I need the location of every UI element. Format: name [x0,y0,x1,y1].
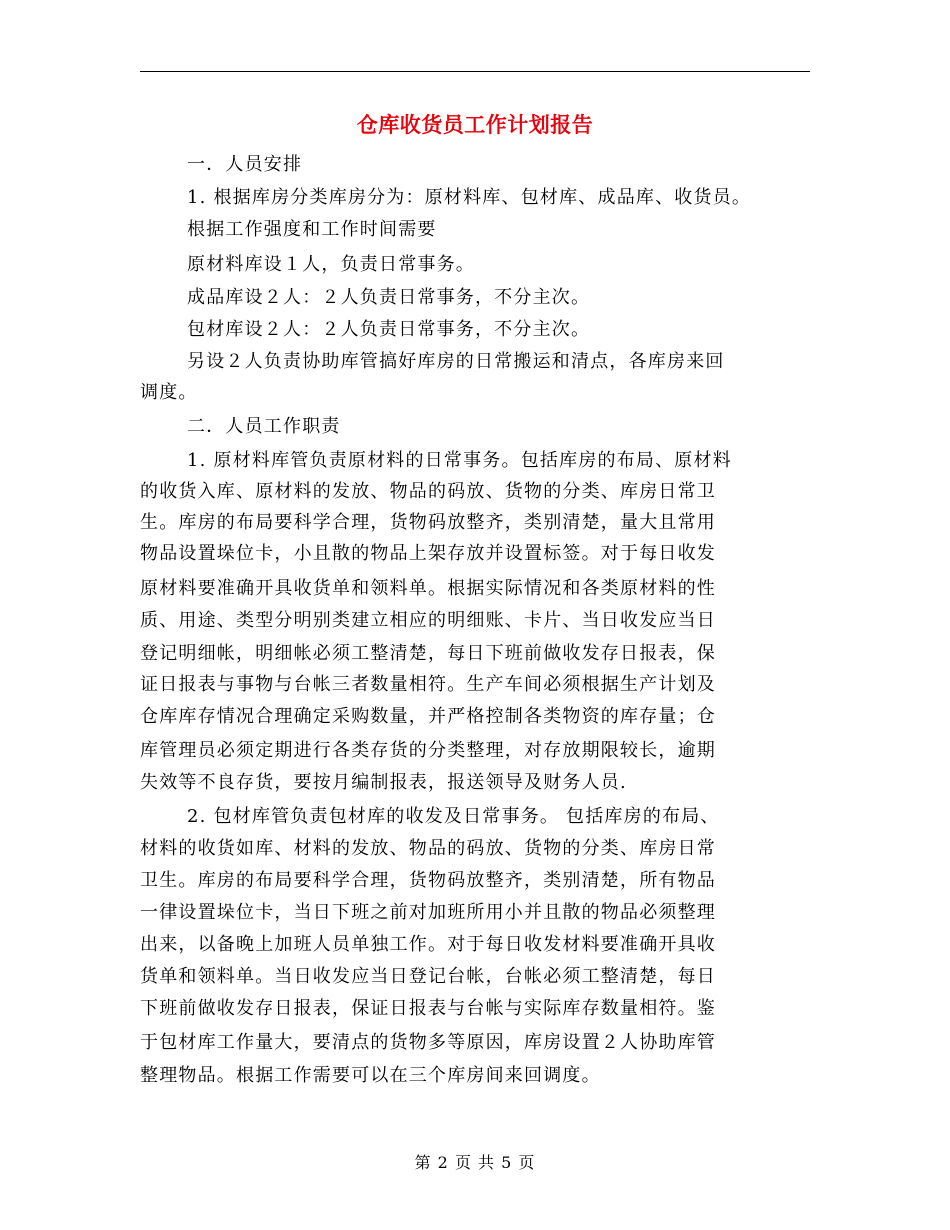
paragraph-line: 1. 根据库房分类库房分为：原材料库、包材库、成品库、收货员。 [187,187,752,208]
paragraph-line: 物品设置垛位卡，小且散的物品上架存放并设置标签。对于每日收发 [140,543,716,564]
paragraph-line: 库管理员必须定期进行各类存货的分类整理，对存放期限较长，逾期 [140,740,716,761]
page-number: 第 2 页 共 5 页 [414,1153,536,1172]
paragraph-line: 于包材库工作量大，要清点的货物多等原因，库房设置２人协助库管 [140,1032,716,1053]
header-rule [140,71,810,72]
paragraph-line: 货单和领料单。当日收发应当日登记台帐，台帐必须工整清楚，每日 [140,966,716,987]
paragraph-line: 失效等不良存货，要按月编制报表，报送领导及财务人员. [140,772,627,793]
paragraph-line: 生。库房的布局要科学合理，货物码放整齐，类别清楚，量大且常用 [140,512,716,533]
paragraph-line: 出来，以备晚上加班人员单独工作。对于每日收发材料要准确开具收 [140,934,716,955]
paragraph-line: 包材库设２人：２人负责日常事务，不分主次。 [187,319,591,340]
paragraph-line: 的收货入库、原材料的发放、物品的码放、货物的分类、库房日常卫 [140,481,716,502]
paragraph-line: 仓库库存情况合理确定采购数量，并严格控制各类物资的库存量；仓 [140,706,716,727]
paragraph-line: 成品库设２人：２人负责日常事务，不分主次。 [187,287,591,308]
paragraph-line: 证日报表与事物与台帐三者数量相符。生产车间必须根据生产计划及 [140,674,716,695]
paragraph-line: 2. 包材库管负责包材库的收发及日常事务。 包括库房的布局、 [187,806,720,827]
paragraph-line: 另设２人负责协助库管搞好库房的日常搬运和清点，各库房来回 [187,351,725,372]
paragraph-line: 根据工作强度和工作时间需要 [187,219,437,240]
paragraph-line: 原材料要准确开具收货单和领料单。根据实际情况和各类原材料的性 [140,578,716,599]
paragraph-line: 质、用途、类型分明别类建立相应的明细账、卡片、当日收发应当日 [140,610,716,631]
document-title: 仓库收货员工作计划报告 [356,112,594,137]
paragraph-line: 一律设置垛位卡，当日下班之前对加班所用小并且散的物品必须整理 [140,902,716,923]
paragraph-line: 卫生。库房的布局要科学合理，货物码放整齐，类别清楚，所有物品 [140,870,716,891]
section-heading-duties: 二．人员工作职责 [187,416,341,437]
paragraph-line: 下班前做收发存日报表，保证日报表与台帐与实际库存数量相符。鉴 [140,998,716,1019]
paragraph-line: 登记明细帐，明细帐必须工整清楚，每日下班前做收发存日报表，保 [140,643,716,664]
section-heading-staffing: 一．人员安排 [187,154,303,175]
paragraph-line: 调度。 [140,382,198,403]
paragraph-line: 整理物品。根据工作需要可以在三个库房间来回调度。 [140,1065,601,1086]
paragraph-line: 原材料库设１人，负责日常事务。 [187,254,475,275]
paragraph-line: 材料的收货如库、材料的发放、物品的码放、货物的分类、库房日常 [140,838,716,859]
paragraph-line: 1. 原材料库管负责原材料的日常事务。包括库房的布局、原材料 [187,450,732,471]
